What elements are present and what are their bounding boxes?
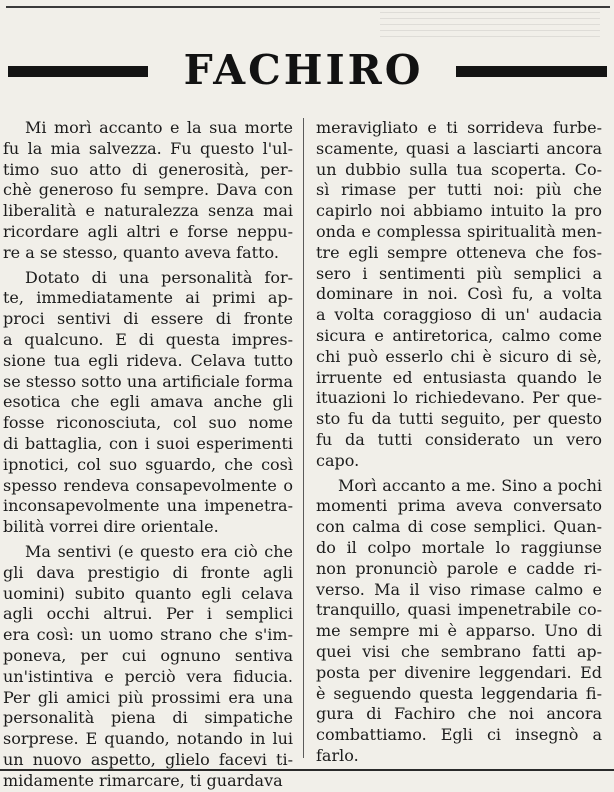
text-line: liberalità e naturalezza senza mai xyxy=(3,201,293,221)
text-line: re a se stesso, quanto aveva fatto. xyxy=(3,242,279,262)
text-line: farlo. xyxy=(316,745,359,765)
text-line: chi può esserlo chi è sicuro di sè, xyxy=(316,346,602,366)
text-line: proci sentivi di essere di fronte xyxy=(3,309,293,329)
text-line: do il colpo mortale lo raggiunse xyxy=(316,537,602,557)
text-line: a volta coraggioso di un' audacia xyxy=(316,305,602,325)
text-line: scamente, quasi a lasciarti ancora xyxy=(316,138,602,158)
text-line: ipnotici, col suo sguardo, che così xyxy=(3,454,293,474)
text-line: combattiamo. Egli ci insegnò a xyxy=(316,725,602,745)
text-line: personalità piena di simpatiche xyxy=(3,708,293,728)
text-line: a qualcuno. E di questa impres- xyxy=(3,329,293,349)
header-bar-left xyxy=(8,66,148,77)
text-line: fu da tutti considerato un vero xyxy=(316,429,602,449)
article-header xyxy=(6,44,610,96)
text-line: non pronunciò parole e cadde ri- xyxy=(316,558,602,578)
header-bar-right xyxy=(456,66,607,77)
text-line: Per gli amici più prossimi era una xyxy=(3,687,293,707)
text-line: un'istintiva e perciò vera fiducia. xyxy=(3,666,293,686)
text-line: sto fu da tutti seguito, per questo xyxy=(316,409,602,429)
text-line: fu la mia salvezza. Fu questo l'ul- xyxy=(3,138,293,158)
text-line: chè generoso fu sempre. Dava con xyxy=(3,180,293,200)
text-line: gura di Fachiro che noi ancora xyxy=(316,704,602,724)
text-line: gli dava prestigio di fronte agli xyxy=(3,562,293,582)
text-line: ricordare agli altri e forse neppu- xyxy=(3,221,293,241)
text-line: sero i sentimenti più semplici a xyxy=(316,263,602,283)
text-line: te, immediatamente ai primi ap- xyxy=(3,288,293,308)
text-line: meravigliato e ti sorrideva furbe- xyxy=(316,118,602,137)
text-line: un nuovo aspetto, glielo facevi ti- xyxy=(3,749,293,769)
text-line: momenti prima aveva conversato xyxy=(316,496,602,516)
left-column xyxy=(3,118,293,790)
text-line: sione tua egli rideva. Celava tutto xyxy=(3,350,293,370)
text-line: me sempre mi è apparso. Uno di xyxy=(316,621,602,641)
text-line: sì rimase per tutti noi: più che xyxy=(316,180,602,200)
text-line: onda e complessa spiritualità men- xyxy=(316,221,602,241)
text-line: fosse riconosciuta, col suo nome xyxy=(3,413,293,433)
text-line: con calma di cose semplici. Quan- xyxy=(316,517,602,537)
text-line: midamente rimarcare, ti guardava xyxy=(3,770,283,790)
text-line: un dubbio sulla tua scoperta. Co- xyxy=(316,159,602,179)
text-line: irruente ed entusiasta quando le xyxy=(316,367,602,387)
text-line: era così: un uomo strano che s'im- xyxy=(3,625,293,645)
text-line: ituazioni lo richiedevano. Per que- xyxy=(316,388,602,408)
bottom-rule xyxy=(0,769,614,771)
column-divider xyxy=(303,118,304,758)
text-line: se stesso sotto una artificiale forma xyxy=(3,371,293,391)
text-line: Mi morì accanto e la sua morte xyxy=(25,118,293,137)
text-line: agli occhi altrui. Per i semplici xyxy=(3,604,293,624)
article-title: FACHIRO xyxy=(183,46,424,94)
text-line: sorprese. E quando, notando in lui xyxy=(3,729,293,749)
text-line: verso. Ma il viso rimase calmo e xyxy=(316,579,602,599)
text-line: spesso rendeva consapevolmente o xyxy=(3,475,293,495)
bleed-through-text xyxy=(380,12,600,42)
text-line: capirlo noi abbiamo intuito la pro xyxy=(316,201,602,221)
top-rule xyxy=(6,6,610,8)
text-line: dominare in noi. Così fu, a volta xyxy=(316,284,602,304)
text-line: tre egli sempre otteneva che fos- xyxy=(316,242,602,262)
text-line: Dotato di una personalità for- xyxy=(25,267,293,287)
text-line: uomini) subito quanto egli celava xyxy=(3,583,293,603)
text-line: tranquillo, quasi impenetrabile co- xyxy=(316,600,602,620)
right-column xyxy=(316,118,602,765)
text-line: di battaglia, con i suoi esperimenti xyxy=(3,433,293,453)
text-line: esotica che egli amava anche gli xyxy=(3,392,293,412)
text-line: Ma sentivi (e questo era ciò che xyxy=(25,541,293,561)
text-line: è seguendo questa leggendaria fi- xyxy=(316,683,602,703)
text-line: sicura e antiretorica, calmo come xyxy=(316,325,602,345)
text-line: timo suo atto di generosità, per- xyxy=(3,159,293,179)
text-line: Morì accanto a me. Sino a pochi xyxy=(338,475,602,495)
text-line: inconsapevolmente una impenetra- xyxy=(3,496,293,516)
text-line: capo. xyxy=(316,450,360,470)
text-line: quei visi che sembrano fatti ap- xyxy=(316,641,602,661)
text-line: posta per divenire leggendari. Ed xyxy=(316,662,602,682)
text-line: poneva, per cui ognuno sentiva xyxy=(3,645,293,665)
text-line: bilità vorrei dire orientale. xyxy=(3,517,219,537)
